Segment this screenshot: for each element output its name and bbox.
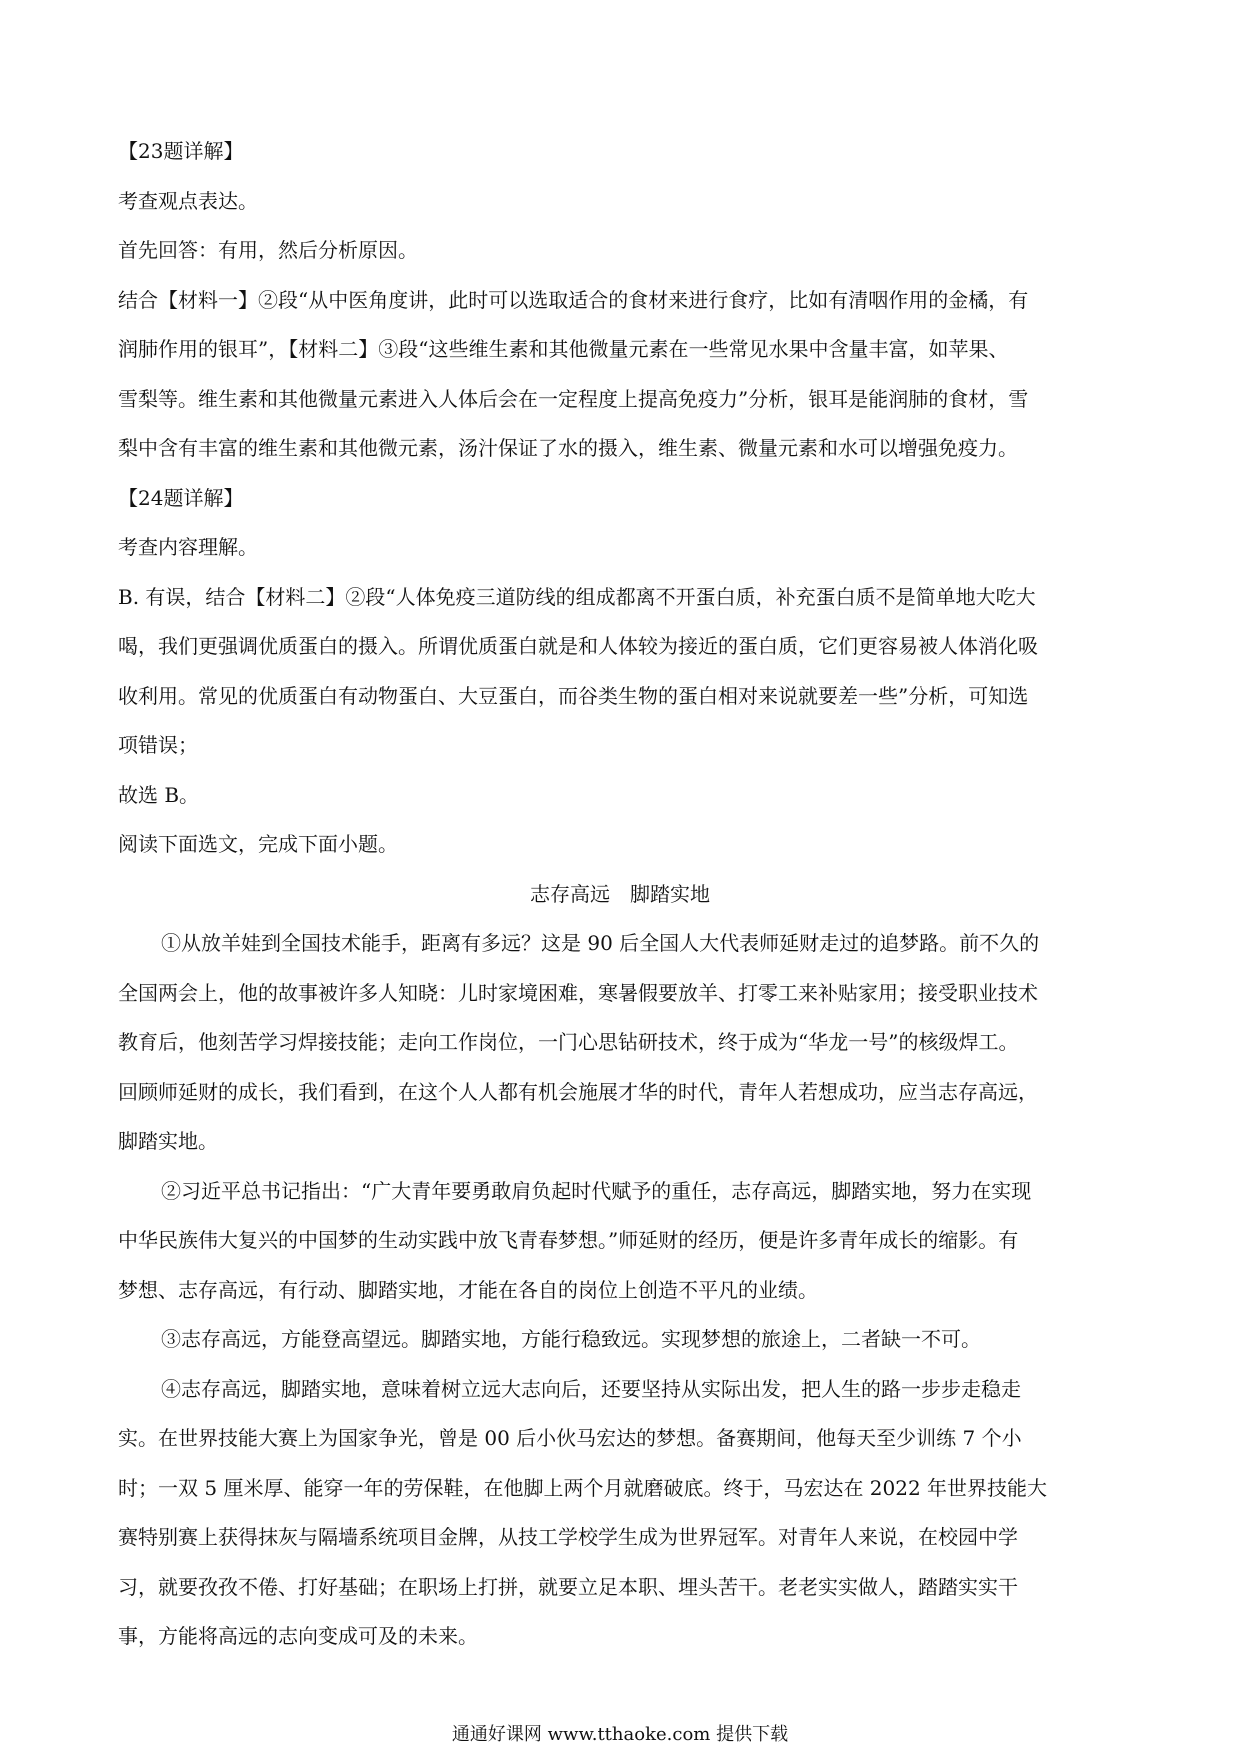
paragraph-line: 中华民族伟大复兴的中国梦的生动实践中放飞青春梦想。”师延财的经历，便是许多青年成长的缩影。有 (118, 1228, 1019, 1252)
analysis-line: 项错误； (118, 733, 198, 757)
article-paragraph-3 (118, 1315, 1122, 1365)
article-paragraph-1 (118, 919, 1122, 1167)
analysis-line: 雪梨等。维生素和其他微量元素进入人体后会在一定程度上提高免疫力”分析，银耳是能润肺的食材，雪 (118, 386, 1029, 411)
article-title: 志存高远 脚踏实地 (530, 881, 710, 906)
section-24-answer: 故选 B。 (118, 782, 200, 807)
paragraph-line: 梦想、志存高远，有行动、脚踏实地，才能在各自的岗位上创造不平凡的业绩。 (118, 1277, 818, 1302)
analysis-line: 喝，我们更强调优质蛋白的摄入。所谓优质蛋白就是和人体较为接近的蛋白质，它们更容易被人体消化吸 (118, 634, 1038, 658)
paragraph-line: 实。在世界技能大赛上为国家争光，曾是 00 后小伙马宏达的梦想。备赛期间，他每天至少训练 7 个小 (118, 1426, 1022, 1450)
section-24-type: 考查内容理解。 (118, 535, 258, 559)
analysis-line: 润肺作用的银耳”，【材料二】③段“这些维生素和其他微量元素在一些常见水果中含量丰富，如苹果、 (118, 337, 1009, 361)
article-paragraph-2 (118, 1167, 1122, 1316)
paragraph-line: 教育后，他刻苦学习焊接技能；走向工作岗位，一门心思钻研技术，终于成为“华龙一号”的核级焊工。 (118, 1030, 1019, 1054)
paragraph-line: 脚踏实地。 (118, 1129, 218, 1153)
analysis-line: 结合【材料一】②段“从中医角度讲，此时可以选取适合的食材来进行食疗，比如有清咽作用的金橘，有 (118, 287, 1029, 312)
section-24-analysis (118, 573, 1122, 771)
paragraph-line: ④志存高远，脚踏实地，意味着树立远大志向后，还要坚持从实际出发，把人生的路一步步走稳走 (161, 1376, 1021, 1401)
paragraph-line: 事，方能将高远的志向变成可及的未来。 (118, 1624, 478, 1648)
section-23-step: 首先回答：有用，然后分析原因。 (118, 238, 418, 262)
article-paragraph-4 (118, 1365, 1122, 1662)
analysis-line: 梨中含有丰富的维生素和其他微元素，汤汁保证了水的摄入，维生素、微量元素和水可以增强免疫力。 (118, 436, 1018, 460)
paragraph-line: 时；一双 5 厘米厚、能穿一年的劳保鞋，在他脚上两个月就磨破底。终于，马宏达在 2022 年世界技能大 (118, 1475, 1048, 1500)
reading-instruction: 阅读下面选文，完成下面小题。 (118, 832, 398, 856)
section-23-type: 考查观点表达。 (118, 188, 258, 213)
document-content (118, 127, 1122, 1662)
paragraph-line: ②习近平总书记指出：“广大青年要勇敢肩负起时代赋予的重任，志存高远，脚踏实地，努力在实现 (161, 1178, 1032, 1203)
paragraph-line: 全国两会上，他的故事被许多人知晓：儿时家境困难，寒暑假要放羊、打零工来补贴家用；接受职业技术 (118, 980, 1038, 1005)
section-24-heading: 【24题详解】 (118, 485, 244, 510)
section-23-analysis (118, 276, 1122, 474)
analysis-line: 收利用。常见的优质蛋白有动物蛋白、大豆蛋白，而谷类生物的蛋白相对来说就要差一些”分析，可知选 (118, 683, 1029, 708)
analysis-line: B. 有误，结合【材料二】②段“人体免疫三道防线的组成都离不开蛋白质，补充蛋白质不是简单地大吃大 (118, 584, 1036, 609)
paragraph-line: ③志存高远，方能登高望远。脚踏实地，方能行稳致远。实现梦想的旅途上，二者缺一不可。 (161, 1327, 981, 1351)
paragraph-line: 赛特别赛上获得抹灰与隔墙系统项目金牌，从技工学校学生成为世界冠军。对青年人来说，在校园中学 (118, 1525, 1018, 1549)
paragraph-line: 回顾师延财的成长，我们看到，在这个人人都有机会施展才华的时代，青年人若想成功，应当志存高远， (118, 1079, 1038, 1104)
paragraph-line: ①从放羊娃到全国技术能手，距离有多远？这是 90 后全国人大代表师延财走过的追梦路。前不久的 (161, 931, 1040, 955)
section-23-heading: 【23题详解】 (118, 139, 244, 163)
page-footer: 通通好课网 www.tthaoke.com 提供下载 (451, 1724, 789, 1745)
paragraph-line: 习，就要孜孜不倦、打好基础；在职场上打拼，就要立足本职、埋头苦干。老老实实做人，踏踏实实干 (118, 1574, 1018, 1599)
